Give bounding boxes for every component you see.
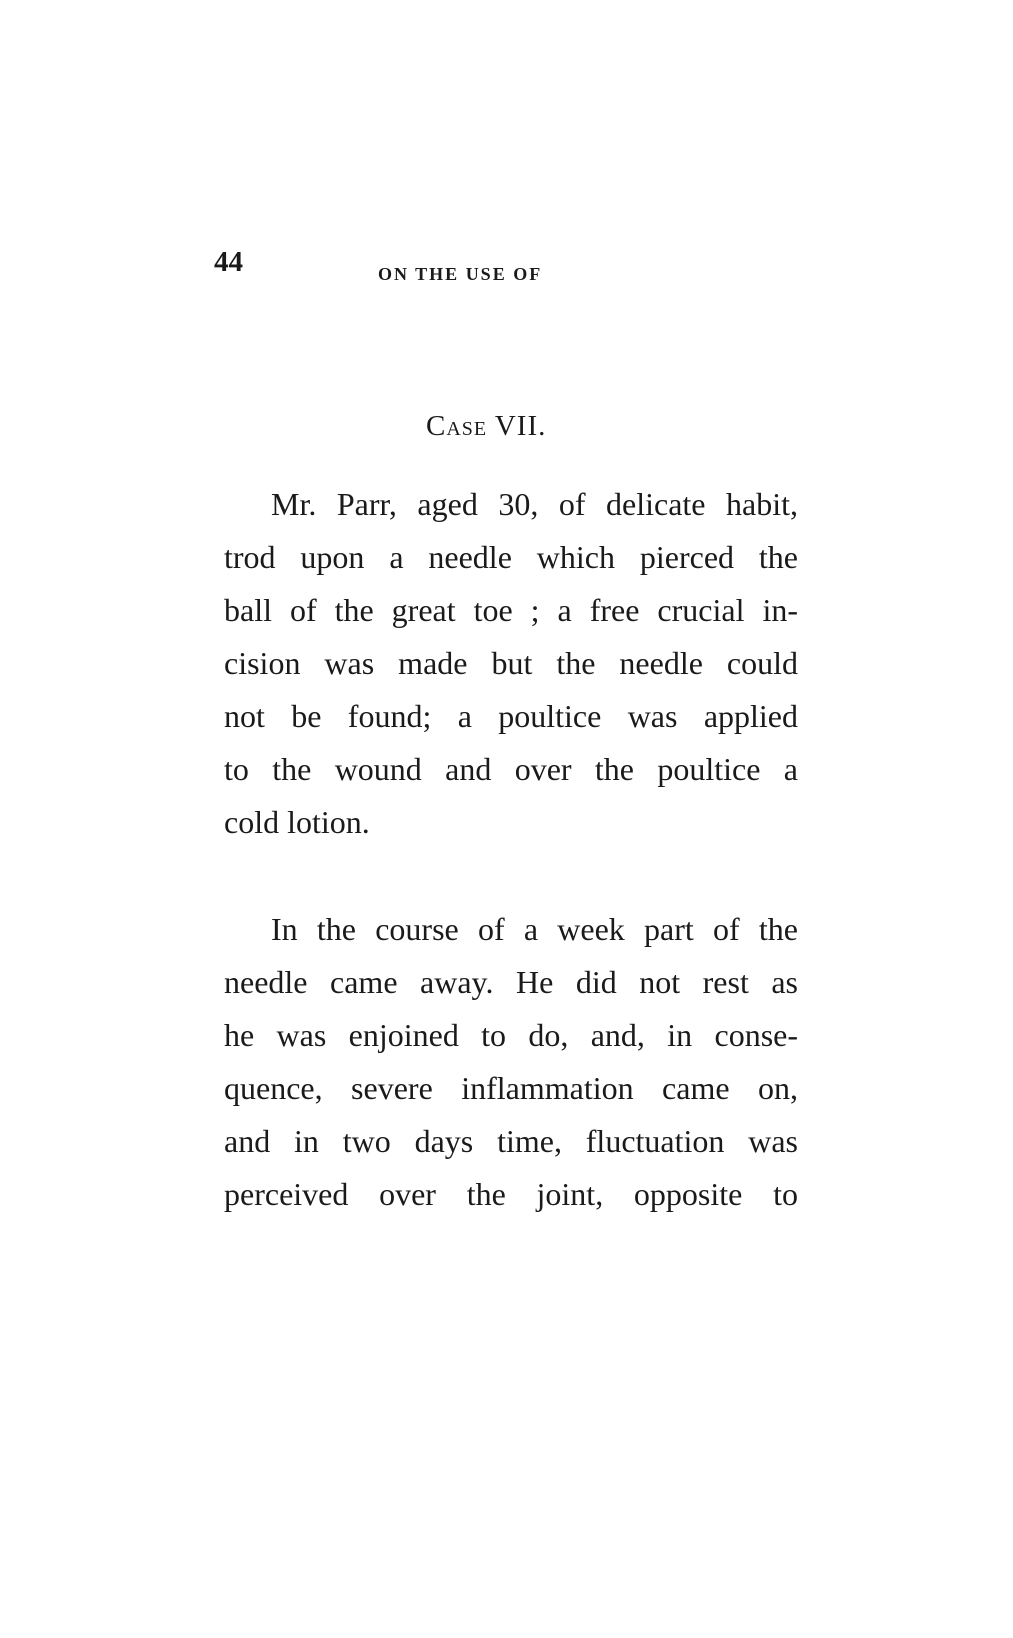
running-head: ON THE USE OF [378, 264, 543, 284]
paragraph-line: In the course of a week part of the [271, 911, 798, 947]
paragraph-line: needle came away. He did not rest as [224, 964, 798, 1000]
paragraph-line: trod upon a needle which pierced the [224, 539, 798, 575]
case-title: Case VII. [426, 410, 547, 442]
paragraph-line: cold lotion. [224, 804, 370, 840]
paragraph-line: quence, severe inflammation came on, [224, 1070, 798, 1106]
page-number: 44 [214, 246, 243, 278]
paragraph-line: to the wound and over the poultice a [224, 751, 798, 787]
paragraph-line: perceived over the joint, opposite to [224, 1176, 798, 1212]
paragraph-line: and in two days time, fluctuation was [224, 1123, 798, 1159]
paragraph-line: ball of the great toe ; a free crucial in- [224, 592, 798, 628]
paragraph-line: he was enjoined to do, and, in conse- [224, 1017, 798, 1053]
paragraph-line: Mr. Parr, aged 30, of delicate habit, [271, 486, 798, 522]
paragraph-line: not be found; a poultice was applied [224, 698, 798, 734]
paragraph-line: cision was made but the needle could [224, 645, 798, 681]
